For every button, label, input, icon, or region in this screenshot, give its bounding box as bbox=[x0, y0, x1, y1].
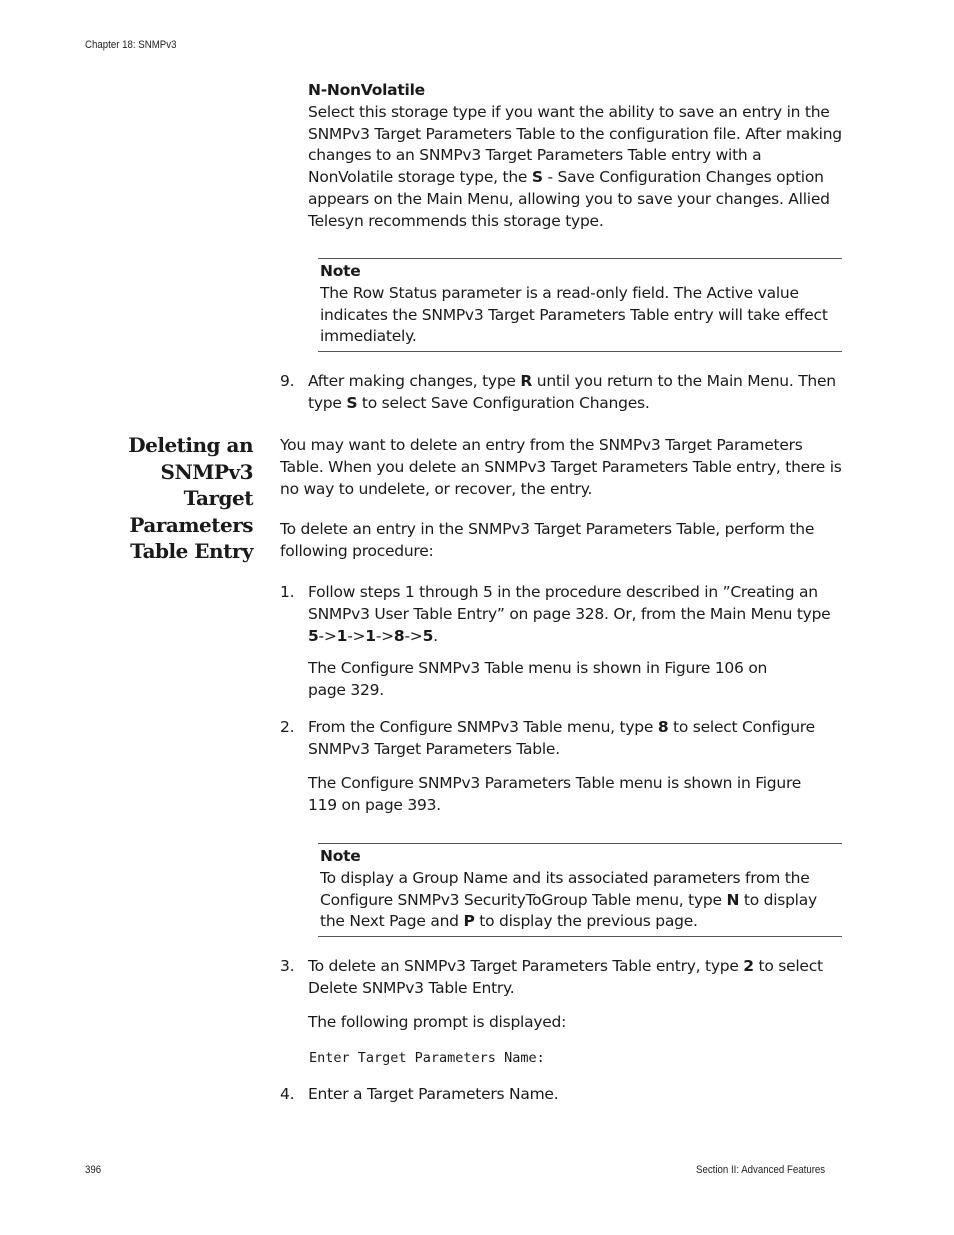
note-heading: Note bbox=[320, 262, 361, 280]
text-run: - Save Configuration Changes option appears on the Main Menu, allowing you to save your changes. Allied Telesyn recommends this storage type. bbox=[308, 168, 830, 230]
text-run: Select this storage type if you want the ability to save an entry in the SNMPv3 Target Parameters Table to the configuration file. After making changes to an SNMPv3 Target Parameters Table entry with a NonVolatile storage type, the bbox=[308, 102, 842, 187]
text-run: . bbox=[433, 626, 438, 645]
note-text: The Row Status parameter is a read-only field. The Active value indicates the SNMPv3 Target Parameters Table entry will take effect immediately. bbox=[320, 283, 828, 346]
step-1-followup: The Configure SNMPv3 Table menu is shown in Figure 106 on page 329. bbox=[308, 659, 768, 699]
key-5: 5 bbox=[308, 626, 319, 645]
text-run: to select Delete SNMPv3 Table Entry. bbox=[308, 957, 823, 997]
text-run: to display the Next Page and bbox=[320, 890, 817, 931]
step-number: 4. bbox=[280, 1085, 295, 1103]
arrow-sep: -> bbox=[347, 626, 366, 645]
arrow-sep: -> bbox=[318, 626, 337, 645]
key-1: 1 bbox=[365, 626, 376, 645]
key-s: S bbox=[346, 393, 358, 412]
command-prompt: Enter Target Parameters Name: bbox=[309, 1050, 545, 1066]
step-text bbox=[308, 582, 848, 647]
note-box bbox=[318, 843, 842, 937]
text-run: until you return to the Main Menu. Then type bbox=[308, 372, 836, 412]
text-run: To display a Group Name and its associated parameters from the Configure SNMPv3 SecurityToGroup Table menu, type bbox=[320, 868, 810, 909]
running-header: Chapter 18: SNMPv3 bbox=[85, 39, 177, 51]
step-text bbox=[308, 371, 848, 415]
note-box bbox=[318, 258, 842, 352]
step-number: 3. bbox=[280, 957, 295, 975]
key-5: 5 bbox=[422, 626, 434, 645]
step-text bbox=[308, 717, 848, 761]
arrow-sep: -> bbox=[375, 626, 394, 645]
note-text bbox=[320, 868, 842, 933]
section-intro: You may want to delete an entry from the SNMPv3 Target Parameters Table. When you delete an SNMPv3 Target Parameters Table entry, there is no way to undelete, or recover, the entry. bbox=[280, 436, 842, 498]
text-run: to select Save Configuration Changes. bbox=[357, 393, 650, 412]
step-text bbox=[308, 956, 848, 1000]
step-3-followup: The following prompt is displayed: bbox=[308, 1013, 567, 1031]
text-run: After making changes, type bbox=[308, 372, 521, 390]
step-number: 9. bbox=[280, 372, 295, 390]
key-2: 2 bbox=[743, 957, 754, 975]
key-p: P bbox=[463, 912, 475, 931]
key-8: 8 bbox=[393, 626, 405, 645]
step-text: Enter a Target Parameters Name. bbox=[308, 1085, 559, 1103]
nonvolatile-text bbox=[308, 102, 848, 233]
section-heading: Deleting an SNMPv3 Target Parameters Table Entry bbox=[128, 433, 253, 563]
key-s: S bbox=[531, 168, 543, 187]
key-r: R bbox=[520, 372, 533, 390]
text-run: From the Configure SNMPv3 Table menu, type bbox=[308, 718, 658, 736]
key-1: 1 bbox=[336, 626, 348, 645]
page-number: 396 bbox=[85, 1164, 102, 1176]
nonvolatile-title: N-NonVolatile bbox=[308, 81, 425, 99]
key-n: N bbox=[726, 890, 740, 909]
step-number: 2. bbox=[280, 718, 295, 736]
nonvolatile-block bbox=[308, 80, 848, 233]
arrow-sep: -> bbox=[404, 626, 423, 645]
text-run: To delete an SNMPv3 Target Parameters Table entry, type bbox=[308, 957, 744, 975]
key-8: 8 bbox=[657, 718, 669, 736]
section-lead: To delete an entry in the SNMPv3 Target Parameters Table, perform the following procedure: bbox=[280, 520, 815, 560]
step-number: 1. bbox=[280, 583, 295, 601]
step-2-followup: The Configure SNMPv3 Parameters Table menu is shown in Figure 119 on page 393. bbox=[308, 774, 802, 814]
note-heading: Note bbox=[320, 847, 361, 865]
text-run: to select Configure SNMPv3 Target Parameters Table. bbox=[308, 718, 815, 758]
text-run: to display the previous page. bbox=[474, 912, 698, 931]
text-run: Follow steps 1 through 5 in the procedure described in ”Creating an SNMPv3 User Table Entry” on page 328. Or, from the Main Menu type bbox=[308, 583, 831, 623]
running-footer: Section II: Advanced Features bbox=[696, 1164, 826, 1176]
